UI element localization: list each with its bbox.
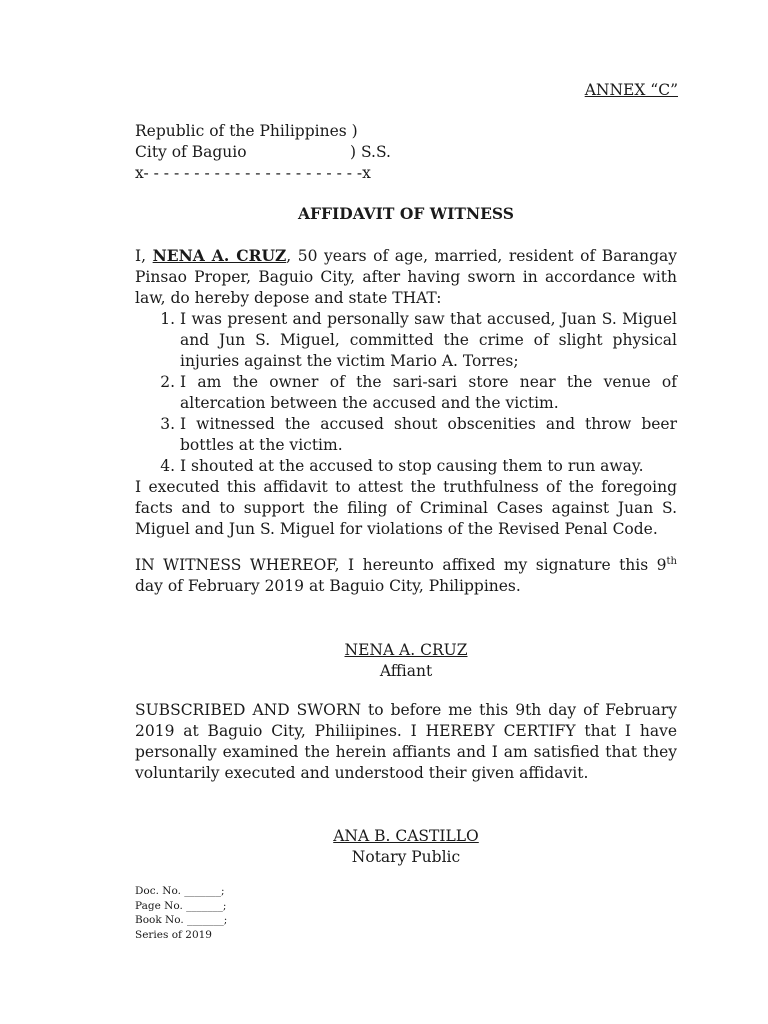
series-year: Series of 2019 bbox=[135, 928, 212, 941]
caption-city-row bbox=[135, 142, 391, 163]
witness-text-before: IN WITNESS WHEREOF, I hereunto affixed my signature this 9 bbox=[135, 556, 667, 574]
caption-divider: x- - - - - - - - - - - - - - - - - - - - - -x bbox=[135, 164, 371, 182]
page-number: Page No. _______; bbox=[135, 899, 227, 912]
statement-item: 1. I was present and personally saw that accused, Juan S. Miguel and Jun S. Miguel, committed the crime of slight physical injuries against the victim Mario A. Torres; bbox=[180, 309, 677, 372]
witness-clause bbox=[135, 555, 677, 597]
witness-ordinal-suffix: th bbox=[666, 555, 677, 567]
jurat-paragraph: SUBSCRIBED AND SWORN to before me this 9th day of February 2019 at Baguio City, Philiipines. I HEREBY CERTIFY that I have personally examined the herein affiants and I am satisfied that they voluntarily executed and understood their given affidavit. bbox=[135, 701, 677, 782]
affidavit-body bbox=[135, 245, 677, 540]
notary-name: ANA B. CASTILLO bbox=[333, 827, 479, 845]
notarial-register bbox=[135, 884, 227, 942]
statement-item: 3. I witnessed the accused shout obscenities and throw beer bottles at the victim. bbox=[180, 414, 677, 456]
statement-item: 2. I am the owner of the sari-sari store near the venue of altercation between the accused and the victim. bbox=[180, 372, 677, 414]
caption-republic: Republic of the Philippines ) bbox=[135, 122, 358, 140]
affiant-name-inline: NENA A. CRUZ bbox=[152, 246, 287, 265]
purpose-paragraph: I executed this affidavit to attest the truthfulness of the foregoing facts and to support the filing of Criminal Cases against Juan S. Miguel and Jun S. Miguel for violations of the Revised Penal Code. bbox=[135, 478, 677, 538]
statement-item: 4. I shouted at the accused to stop causing them to run away. bbox=[180, 456, 677, 477]
affiant-signature-block bbox=[135, 640, 677, 682]
doc-number: Doc. No. _______; bbox=[135, 885, 225, 897]
statement-list bbox=[135, 309, 677, 477]
intro-paragraph bbox=[135, 245, 677, 309]
notary-signature-block bbox=[135, 826, 677, 868]
caption-city: City of Baguio bbox=[135, 143, 247, 161]
notary-role: Notary Public bbox=[351, 848, 461, 866]
document-title: AFFIDAVIT OF WITNESS bbox=[298, 204, 514, 223]
witness-text-after: day of February 2019 at Baguio City, Philippines. bbox=[135, 577, 521, 595]
affiant-role: Affiant bbox=[379, 662, 433, 680]
venue-caption bbox=[135, 121, 391, 184]
caption-ss: ) S.S. bbox=[350, 143, 391, 161]
intro-rest: , 50 years of age, married, resident of Barangay Pinsao Proper, Baguio City, after having sworn in accordance with law, do hereby depose and state THAT: bbox=[135, 247, 677, 307]
book-number: Book No. _______; bbox=[135, 914, 228, 926]
affiant-name: NENA A. CRUZ bbox=[344, 641, 468, 659]
intro-prefix: I, bbox=[135, 247, 153, 265]
annex-label: ANNEX “C” bbox=[584, 81, 678, 99]
